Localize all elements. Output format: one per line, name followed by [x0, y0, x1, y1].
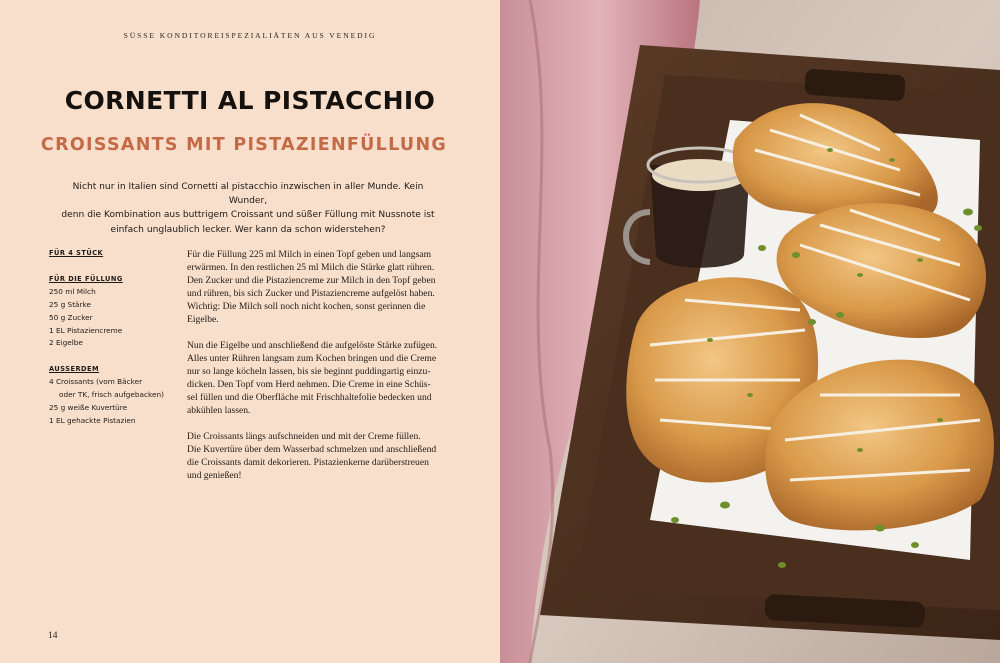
intro-line: Nicht nur in Italien sind Cornetti al pistacchio inzwischen in aller Munde. Kein Wunder, [72, 182, 424, 207]
method-line: Die Croissants längs aufschneiden und mit der Creme füllen. [187, 431, 421, 442]
method-line: dicken. Den Topf vom Herd nehmen. Die Creme in eine Schüs- [187, 379, 431, 390]
ingredient-item: 2 Eigelbe [49, 338, 83, 348]
recipe-subtitle: CROISSANTS MIT PISTAZIENFÜLLUNG [40, 135, 448, 155]
ingredient-item-continued: oder TK, frisch aufgebacken) [59, 390, 164, 400]
servings-heading: FÜR 4 STÜCK [49, 249, 104, 257]
method-line: die Croissants damit dekorieren. Pistazienkerne darüberstreuen [187, 457, 429, 468]
ingredient-item: 25 g weiße Kuvertüre [49, 403, 128, 413]
page-number: 14 [48, 631, 58, 641]
method-line: Nun die Eigelbe und anschließend die aufgelöste Stärke zufügen. [187, 340, 438, 351]
running-header: SÜSSE KONDITOREISPEZIALIÄTEN AUS VENEDIG [123, 31, 377, 40]
method-line: und genießen! [187, 470, 242, 481]
ingredient-item: 50 g Zucker [49, 312, 93, 322]
method-line: abkühlen lassen. [187, 405, 251, 416]
method-text [187, 248, 444, 495]
method-line: erwärmen. In den restlichen 25 ml Milch die Stärke glatt rühren. [187, 262, 435, 273]
method-step [187, 339, 444, 417]
filling-heading: FÜR DIE FÜLLUNG [49, 274, 123, 283]
intro-line: denn die Kombination aus buttrigem Croissant und süßer Füllung mit Nussnote ist [61, 210, 435, 221]
method-step [187, 248, 444, 326]
ingredient-item: 1 EL Pistaziencreme [49, 325, 123, 335]
method-step [187, 430, 444, 482]
intro-line: einfach unglaublich lecker. Wer kann da schon widerstehen? [110, 224, 386, 235]
ingredient-item: 1 EL gehackte Pistazien [49, 415, 136, 425]
method-line: Die Kuvertüre über dem Wasserbad schmelzen und anschließend [187, 444, 437, 455]
ingredient-item: 250 ml Milch [49, 286, 96, 296]
recipe-title: CORNETTI AL PISTACCHIO [64, 86, 436, 115]
method-line: und rühren, bis sich Zucker und Pistaziencreme aufgelöst haben. [187, 288, 435, 299]
intro-paragraph [54, 180, 442, 237]
method-line: sel füllen und die Oberfläche mit Frischhaltefolie bedecken und [187, 392, 432, 403]
method-line: Für die Füllung 225 ml Milch in einen Topf geben und langsam [187, 249, 432, 260]
method-line: nur so lange köcheln lassen, bis sie beginnt puddingartig einzu- [187, 366, 431, 377]
extras-heading: AUSSERDEM [49, 365, 100, 374]
method-line: Alles unter Rühren langsam zum Kochen bringen und die Creme [187, 353, 437, 364]
recipe-photo [500, 0, 1000, 663]
method-line: Den Zucker und die Pistaziencreme zur Milch in den Topf geben [187, 275, 436, 286]
method-line: Wichtig: Die Milch soll noch nicht kochen, sonst gerinnen die [187, 301, 426, 312]
ingredient-item: 4 Croissants (vom Bäcker [49, 377, 143, 387]
ingredient-list [49, 247, 184, 428]
method-line: Eigelbe. [187, 314, 219, 325]
ingredient-item: 25 g Stärke [49, 299, 91, 309]
